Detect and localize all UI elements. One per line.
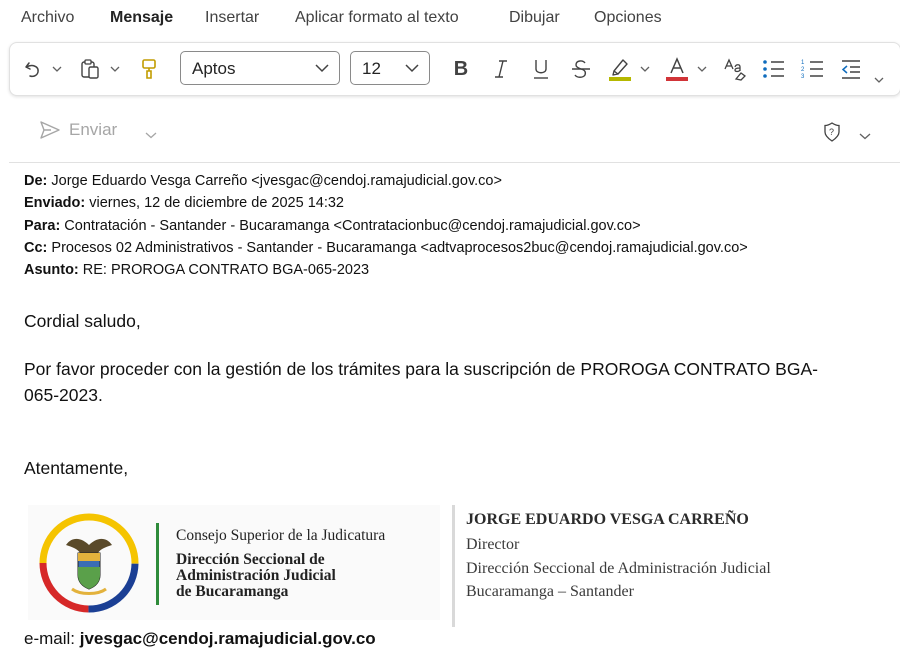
menu-mensaje[interactable]: Mensaje	[110, 9, 174, 26]
svg-text:2: 2	[801, 67, 805, 73]
outdent-icon[interactable]	[840, 56, 862, 82]
from-value: Jorge Eduardo Vesga Carreño <jvesgac@cendoj.ramajudicial.gov.co>	[47, 173, 502, 189]
logo-line-4: de Bucaramanga	[176, 583, 289, 600]
compose-bar	[9, 100, 900, 163]
svg-text:3: 3	[801, 74, 805, 80]
ribbon-toolbar	[9, 42, 900, 96]
font-color-icon[interactable]	[665, 56, 689, 82]
highlight-chevron-down-icon[interactable]	[638, 56, 652, 82]
header-sent	[24, 195, 344, 211]
logo-line-2: Dirección Seccional de	[176, 551, 325, 568]
bold-icon[interactable]: B	[453, 57, 469, 80]
menu-aplicar-formato[interactable]: Aplicar formato al texto	[295, 9, 459, 26]
header-to	[24, 218, 641, 234]
chevron-down-icon	[405, 63, 419, 73]
closing: Atentamente,	[24, 458, 129, 478]
from-label: De:	[24, 173, 48, 189]
header-subject	[24, 262, 369, 278]
highlight-icon[interactable]	[608, 56, 632, 82]
email-label: e-mail:	[24, 629, 80, 648]
svg-text:1: 1	[801, 60, 805, 66]
to-label: Para:	[24, 218, 61, 234]
subject-label: Asunto:	[24, 262, 79, 278]
paste-chevron-down-icon[interactable]	[108, 56, 122, 82]
body-line-1: Por favor proceder con la gestión de los trámites para la suscripción de PROROGA CONTRATO BGA-	[24, 359, 818, 379]
sensitivity-chevron-down-icon[interactable]	[859, 127, 871, 145]
cc-value: Procesos 02 Administrativos - Santander - Bucaramanga <adtvaprocesos2buc@cendoj.ramajudicial.gov.co>	[47, 240, 748, 256]
paste-icon[interactable]	[78, 56, 102, 82]
signature-title: Director	[466, 536, 520, 553]
sent-value: viernes, 12 de diciembre de 2025 14:32	[85, 195, 344, 211]
send-label: Enviar	[69, 120, 118, 139]
svg-text:?: ?	[829, 127, 835, 137]
send-options-chevron-down-icon[interactable]	[145, 126, 157, 144]
numbering-icon[interactable]	[801, 56, 825, 82]
menu-insertar[interactable]: Insertar	[205, 9, 260, 26]
undo-icon[interactable]	[22, 56, 44, 82]
font-size-select[interactable]	[350, 51, 430, 85]
strikethrough-icon[interactable]	[570, 56, 592, 82]
chevron-down-icon	[315, 63, 329, 73]
judicature-seal-icon	[28, 505, 158, 620]
logo-line-1: Consejo Superior de la Judicatura	[176, 527, 386, 544]
underline-icon[interactable]	[530, 56, 552, 82]
header-from	[24, 173, 502, 189]
menu-dibujar[interactable]: Dibujar	[509, 9, 560, 26]
body-line-2: 065-2023.	[24, 385, 103, 405]
signature-location: Bucaramanga – Santander	[466, 583, 634, 600]
menu-opciones[interactable]: Opciones	[594, 9, 662, 26]
logo-divider	[156, 523, 159, 605]
logo-line-3: Administración Judicial	[176, 567, 336, 584]
menu-bar	[0, 0, 900, 38]
signature-email	[24, 629, 376, 649]
more-icon[interactable]	[872, 67, 886, 93]
sent-label: Enviado:	[24, 195, 86, 211]
header-cc	[24, 240, 748, 256]
italic-icon[interactable]	[490, 56, 512, 82]
send-button[interactable]	[39, 120, 117, 140]
to-value: Contratación - Santander - Bucaramanga <Contratacionbuc@cendoj.ramajudicial.gov.co>	[60, 218, 641, 234]
cc-label: Cc:	[24, 240, 48, 256]
signature-divider	[452, 505, 455, 627]
clear-format-icon[interactable]	[723, 56, 747, 82]
signature-name: JORGE EDUARDO VESGA CARREÑO	[466, 511, 749, 528]
format-painter-icon[interactable]	[138, 56, 160, 82]
subject-value: RE: PROROGA CONTRATO BGA-065-2023	[78, 262, 370, 278]
greeting: Cordial saludo,	[24, 311, 141, 331]
font-size-value: 12	[362, 59, 381, 78]
sensitivity-shield-icon[interactable]	[823, 122, 841, 147]
signature-logo	[28, 505, 440, 620]
font-name-select[interactable]	[180, 51, 340, 85]
font-color-chevron-down-icon[interactable]	[695, 56, 709, 82]
menu-archivo[interactable]: Archivo	[21, 9, 75, 26]
email-address[interactable]: jvesgac@cendoj.ramajudicial.gov.co	[79, 629, 376, 648]
signature-office: Dirección Seccional de Administración Judicial	[466, 560, 771, 577]
font-name-value: Aptos	[192, 59, 236, 78]
undo-chevron-down-icon[interactable]	[50, 56, 64, 82]
bullets-icon[interactable]	[762, 56, 786, 82]
send-icon	[39, 120, 61, 140]
